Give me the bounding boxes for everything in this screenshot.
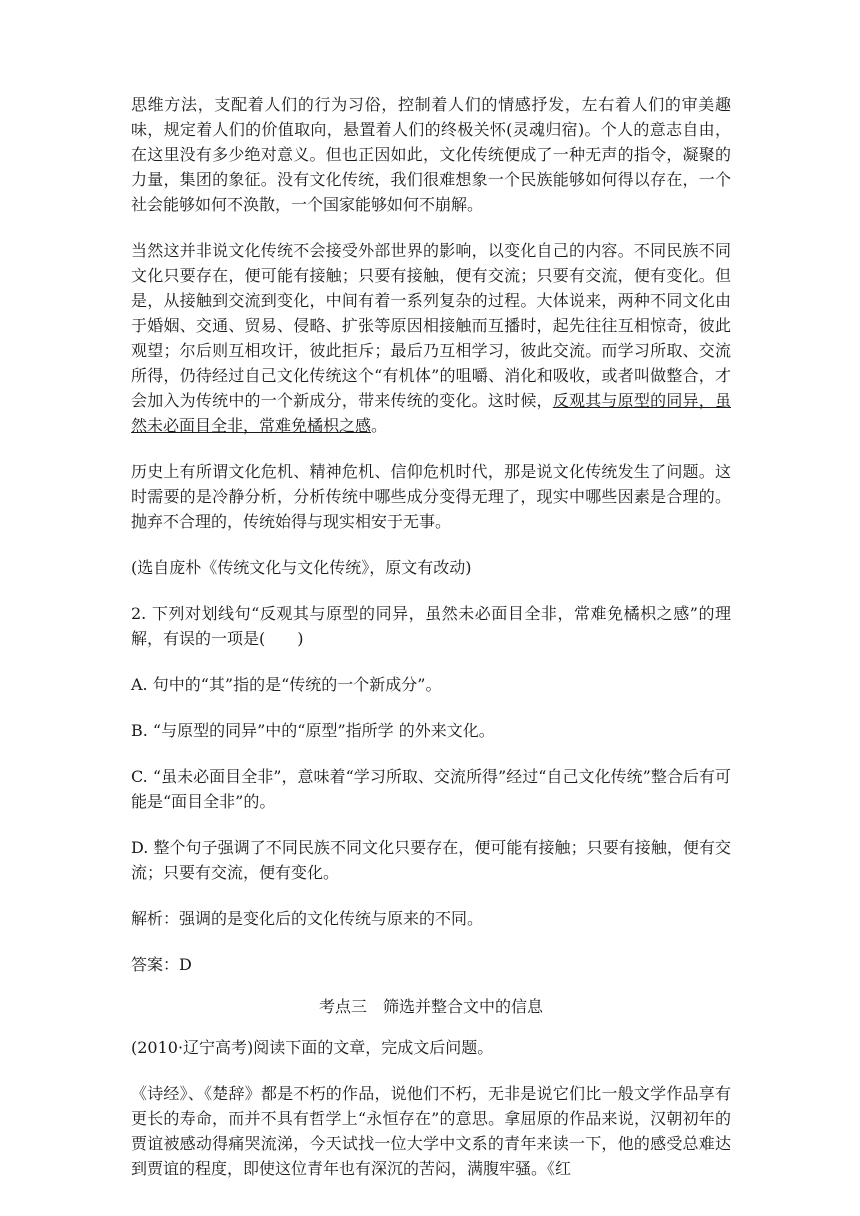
option-d: D. 整个句子强调了不同民族不同文化只要存在，便可能有接触；只要有接触，便有交流；只要有交流，便有变化。: [131, 838, 731, 882]
paragraph-1: 思维方法，支配着人们的行为习俗，控制着人们的情感抒发，左右着人们的审美趣味，规定着人们的价值取向，悬置着人们的终极关怀(灵魂归宿)。个人的意志自由，在这里没有多少绝对意义。但也正因如此，文化传统便成了一种无声的指令，凝聚的力量，集团的象征。没有文化传统，我们很难想象一个民族能够如何得以存在，一个社会能够如何不涣散，一个国家能够如何不崩解。: [131, 95, 731, 214]
answer: 答案：D: [131, 955, 192, 974]
passage: 《诗经》、《楚辞》都是不朽的作品，说他们不朽，无非是说它们比一般文学作品享有更长的寿命，而并不具有哲学上“永恒存在”的意思。拿屈原的作品来说，汉朝初年的贾谊被感动得痛哭流涕，今天试找一位大学中文系的青年来读一下，他的感受总难达到贾谊的程度，即使这位青年也有深沉的苦闷，满腹牢骚。《红: [131, 1084, 731, 1178]
analysis: 解析：强调的是变化后的文化传统与原来的不同。: [131, 909, 484, 928]
question-stem: 2. 下列对划线句“反观其与原型的同异，虽然未必面目全非，常难免橘枳之感”的理解，有误的一项是( ): [131, 604, 731, 648]
document-page: [131, 92, 731, 1202]
option-b: B. “与原型的同异”中的“原型”指所学 的外来文化。: [131, 721, 495, 740]
source-note: (选自庞朴《传统文化与文化传统》，原文有改动): [131, 558, 472, 577]
paragraph-2-end: 。: [371, 416, 388, 435]
underlined-sentence: 反观其与原型的同异，虽然未必面目全非，常难免橘枳之感: [131, 391, 731, 435]
paragraph-3: 历史上有所谓文化危机、精神危机、信仰危机时代，那是说文化传统发生了问题。这时需要的是冷静分析，分析传统中哪些成分变得无理了，现实中哪些因素是合理的。抛弃不合理的，传统始得与现实相安于无事。: [131, 462, 731, 531]
section-title: 考点三 筛选并整合文中的信息: [318, 997, 543, 1016]
intro: (2010·辽宁高考)阅读下面的文章，完成文后问题。: [131, 1038, 494, 1057]
option-a: A. 句中的“其”指的是“传统的一个新成分”。: [131, 675, 442, 694]
paragraph-2: [131, 238, 731, 438]
option-c: C. “虽未必面目全非”，意味着“学习所取、交流所得”经过“自己文化传统”整合后有可能是“面目全非”的。: [131, 767, 731, 811]
paragraph-2-text: 当然这并非说文化传统不会接受外部世界的影响，以变化自己的内容。不同民族不同文化只要存在，便可能有接触；只要有接触，便有交流；只要有交流，便有变化。但是，从接触到交流到变化，中间有着一系列复杂的过程。大体说来，两种不同文化由于婚姻、交通、贸易、侵略、扩张等原因相接触而互播时，起先往往互相惊奇，彼此观望；尔后则互相攻讦，彼此拒斥；最后乃互相学习，彼此交流。而学习所取、交流所得，仍待经过自己文化传统这个“有机体”的咀嚼、消化和吸收，或者叫做整合，才会加入为传统中的一个新成分，带来传统的变化。这时候，: [131, 241, 731, 410]
